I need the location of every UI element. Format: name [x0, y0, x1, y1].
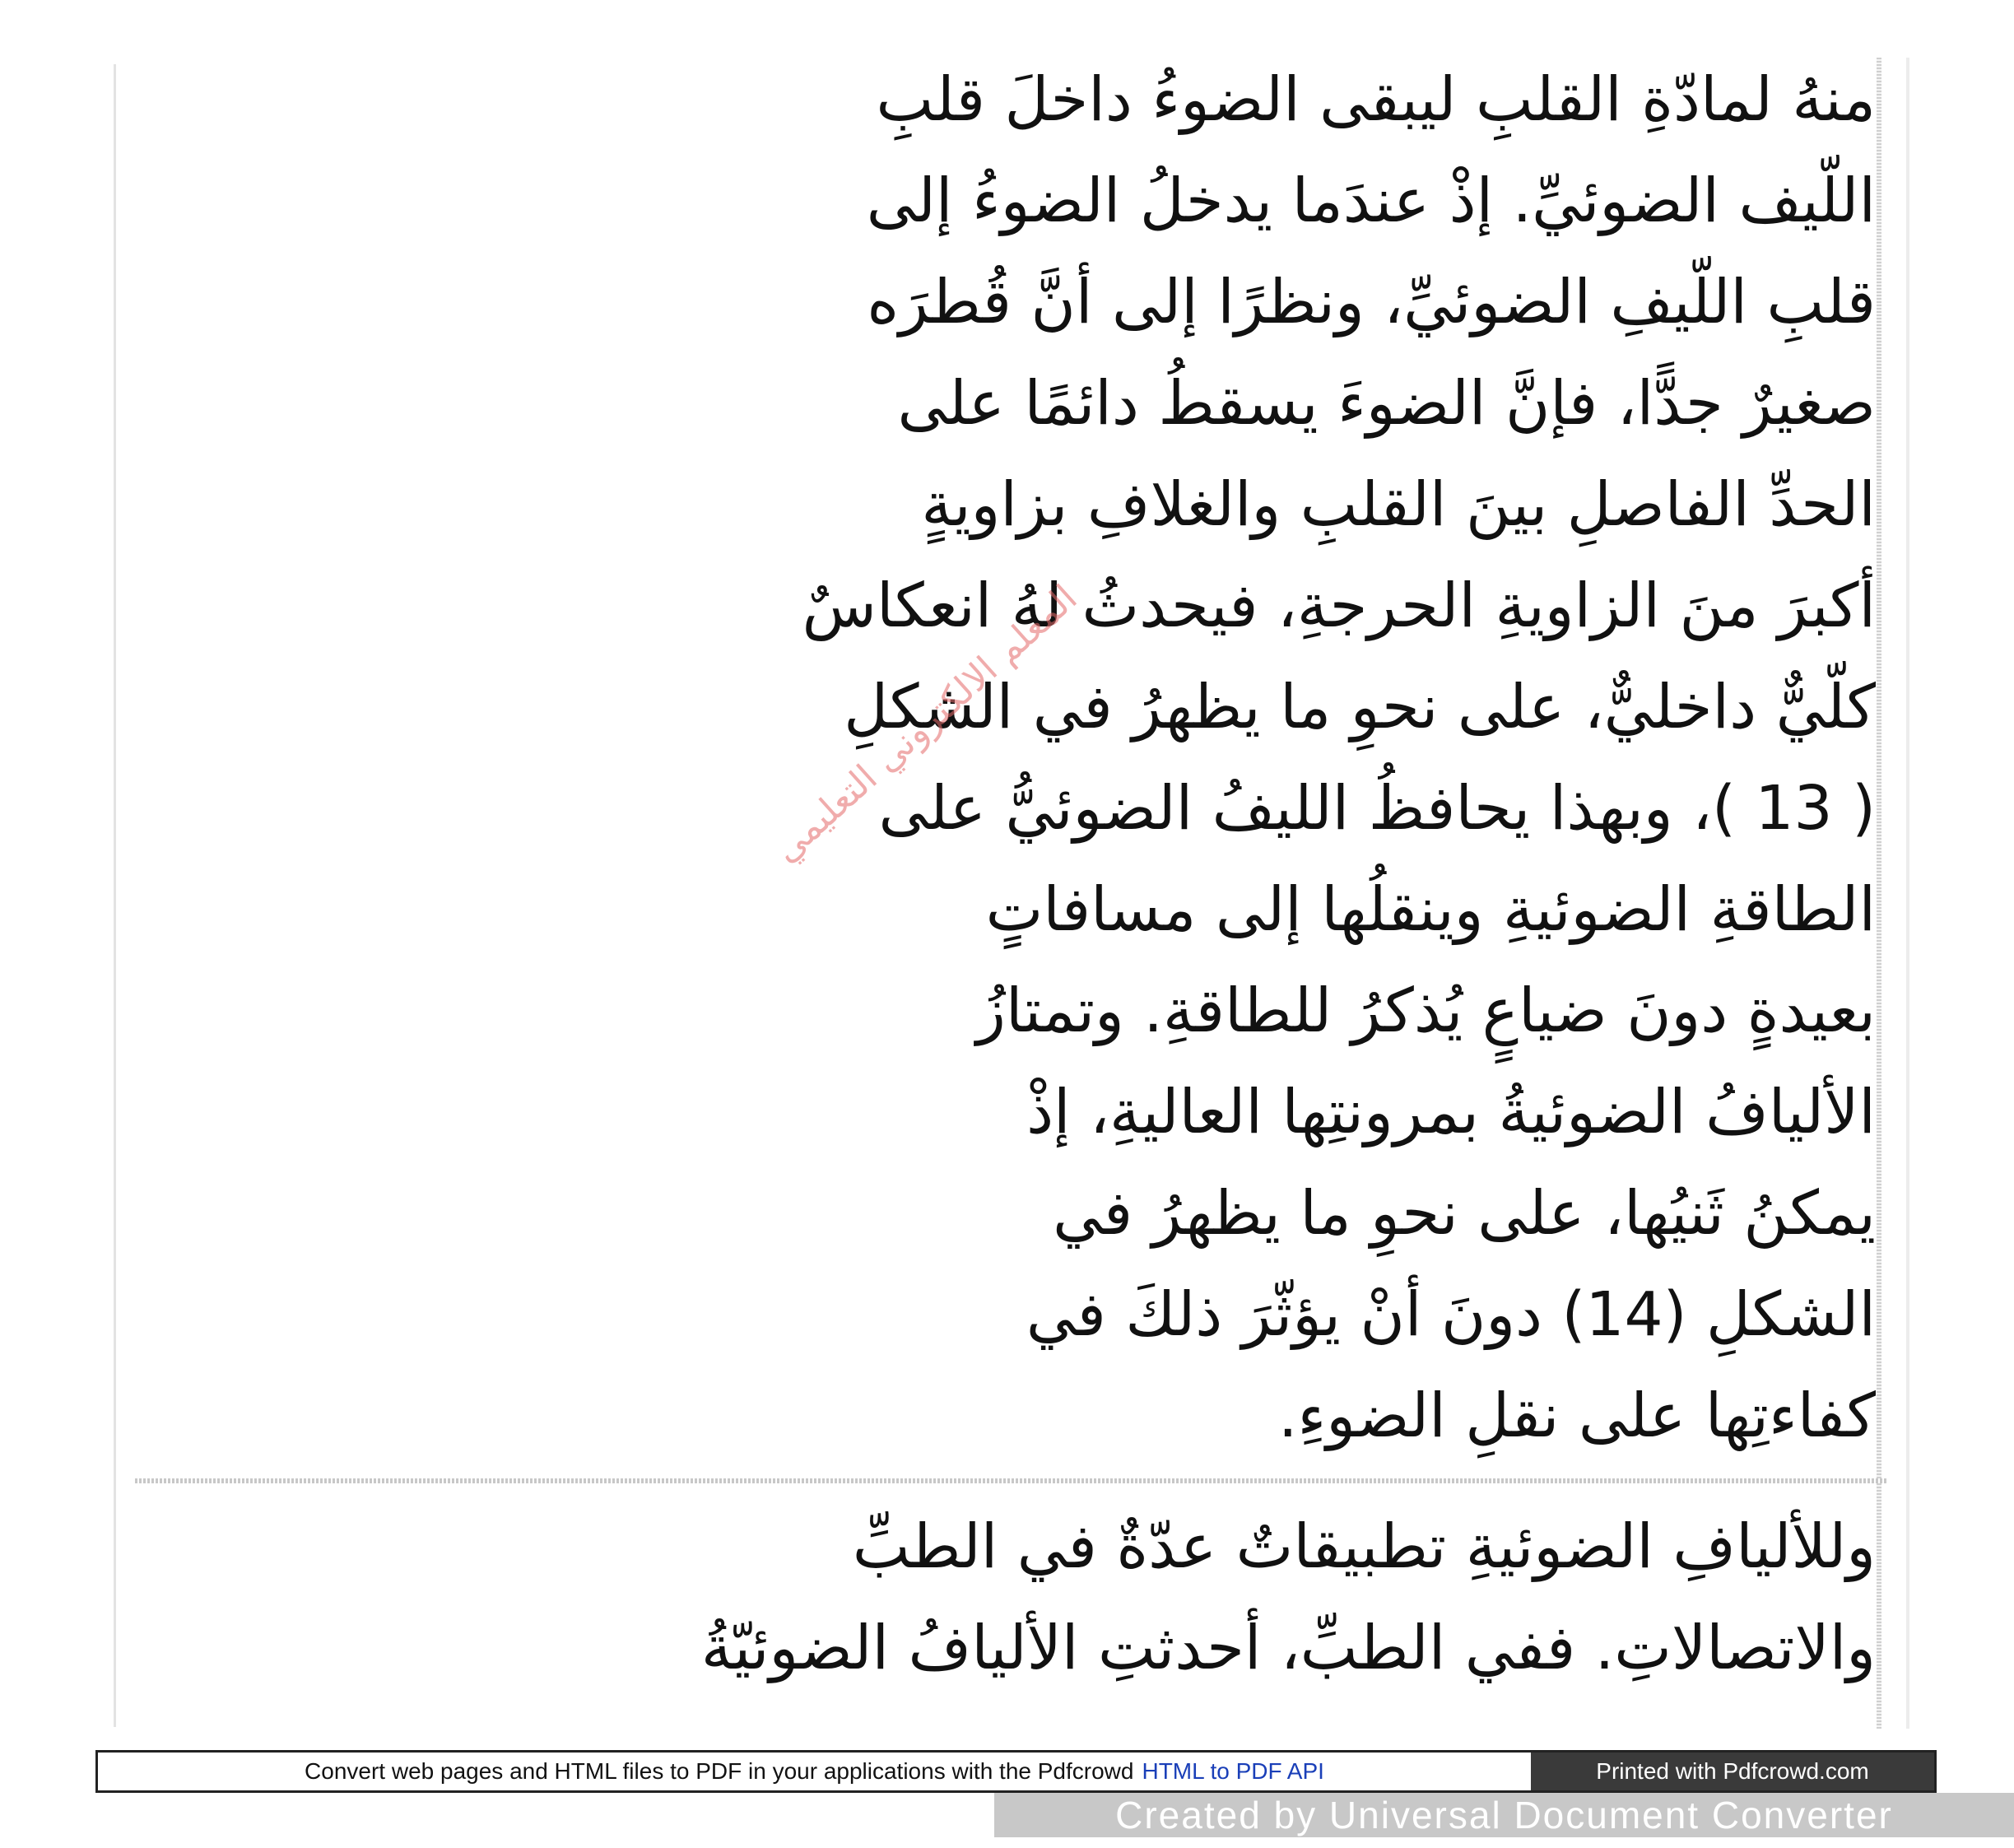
text-line: بعيدةٍ دونَ ضياعٍ يُذكرُ للطاقةِ. وتمتازُ: [976, 975, 1876, 1046]
text-line: أكبرَ منَ الزاويةِ الحرجةِ، فيحدثُ لهُ انعكاسٌ: [802, 570, 1876, 641]
text-line: اللّيف الضوئيِّ. إذْ عندَما يدخلُ الضوءُ إلى: [866, 165, 1876, 236]
section-divider: [135, 1478, 1886, 1483]
page-edge-right-outer: [1906, 58, 1909, 1729]
text-line: الطاقةِ الضوئيةِ وينقلُها إلى مسافاتٍ: [985, 874, 1876, 945]
footer-convert-notice: [98, 1753, 1531, 1790]
text-line: منهُ لمادّةِ القلبِ ليبقى الضوءُ داخلَ قلبِ: [876, 64, 1876, 135]
created-by-banner: Created by Universal Document Converter: [994, 1793, 2014, 1837]
watermark-text: المعلم الالكتروني التعليمي: [765, 576, 1086, 871]
footer-convert-text: Convert web pages and HTML files to PDF in your applications with the Pdfcrowd: [305, 1758, 1134, 1784]
text-line: والاتصالاتِ. ففي الطبِّ، أحدثتِ الأليافُ الضوئيّةُ: [700, 1613, 1876, 1683]
text-line: الأليافُ الضوئيةُ بمرونتِها العاليةِ، إذْ: [1026, 1077, 1876, 1147]
text-line: الشكلِ (14) دونَ أنْ يؤثّرَ ذلكَ في: [1026, 1279, 1876, 1350]
text-line: صغيرٌ جدًّا، فإنَّ الضوءَ يسقطُ دائمًا على: [897, 368, 1876, 439]
text-line: وللأليافِ الضوئيةِ تطبيقاتٌ عدّةٌ في الطبِّ: [852, 1511, 1876, 1582]
pdfcrowd-footer: [95, 1750, 1937, 1793]
paragraph-1: [147, 49, 1876, 1467]
text-line: كفاءتِها على نقلِ الضوءِ.: [1277, 1380, 1876, 1451]
page-edge-left: [114, 64, 116, 1727]
text-line: ( 13 )، وبهذا يحافظُ الليفُ الضوئيُّ على: [878, 773, 1876, 844]
html-to-pdf-api-link[interactable]: HTML to PDF API: [1142, 1758, 1324, 1784]
text-line: يمكنُ ثَنيُها، على نحوِ ما يظهرُ في: [1053, 1178, 1876, 1249]
text-line: كلّيٌّ داخليٌّ، على نحوِ ما يظهرُ في الشكلِ: [844, 672, 1876, 742]
printed-with-label[interactable]: Printed with Pdfcrowd.com: [1531, 1753, 1934, 1790]
text-line: الحدِّ الفاصلِ بينَ القلبِ والغلافِ بزاويةٍ: [921, 469, 1876, 540]
text-line: قلبِ اللّيفِ الضوئيِّ، ونظرًا إلى أنَّ قُطرَه: [867, 267, 1876, 337]
paragraph-2: [147, 1497, 1876, 1699]
